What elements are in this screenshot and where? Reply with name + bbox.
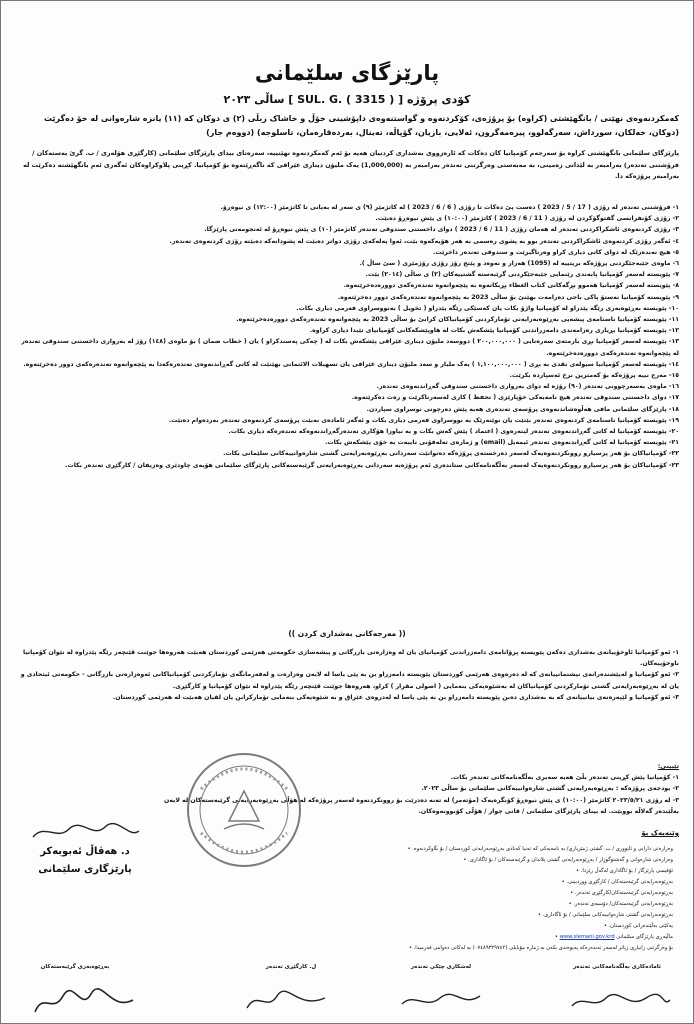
copy-item: بەڕێوەبەرایەتی گرێبەستەکان / کارگێڕی ووردبینی. •: [191, 877, 673, 888]
footer-label-tender-preparer: ئامادەکاری بەڵگەنامەکانی تەندەر: [573, 964, 661, 970]
condition-item: ١٢- پێویستە کۆمپانیا بڕیاری رەزامەندی دامەزراندنی کۆمپانیا پێشکەش بکات لە هاوپێشکەکانی کۆمپانیای تێیدا دیاری کراوە.: [309, 327, 679, 335]
note-line: ٢- بودجەی پرۆژەکە : بەڕێوەبەرایەتی گشتی شارەوانییەکانی سلێمانی بۆ ساڵی ٢٠٢٣.: [421, 785, 679, 793]
signature-scribble: [25, 821, 145, 843]
condition-item: ١٠- پێویستە بەڕێوەبەری رێگە پێدراو لە کۆمپانیا واژۆ بکات یان کەسێکی رێگە پێدراو ( تخویل ) بەنووسراوی فەرمی دیاری بکات.: [296, 304, 679, 312]
document-heading: کەمکردنەوەی نهێنی / بانگهێشتی (کراوە) بۆ پرۆژەی، کۆکردنەوە و گواستنەوەی داپۆشینی خۆڵ و خاشاک زبڵی (٢) ی دوکان کە (١١) یانزە شارەوانی لە خۆ دەگرێت (دوکان، خەلکان، سورداش، سەرگەلوو، پیرەمەگرون، ئەلایی، بازیان، گۆپاڵە، تەینال، بەردەقارەمان، تاسلوجە) (دووەم جار): [44, 114, 679, 137]
signature-mark: [241, 986, 331, 1016]
signatory-name: د. هەڤاڵ ئەبوبەکر: [40, 846, 130, 857]
intro-paragraph: پارێزگای سلێمانی بانگهێشتی کراوە بۆ سەرجەم کۆمپانیا کان دەکات کە ئارەزووی بەشداری کردنیان هەیە بۆ ئەم کەمکردنەوە نهێنییە، سەرەتای بیدای پارێزگای سلێمانی (کارگێڕی هۆلەری / ب. گرێ بەستەکان / فرۆشتنی تەندەر) بەرامبەر بە لێدانی زەمینی، بە مەبەستی وەرگرتنی تەندەر بەرامبەر بە (1,000,000) یەک ملیۆن دیناری عێراقی کە ناگەڕێتەوە بۆ کۆمپانیا. کڕینی پلاوکراوەکان ئەگەری ئەم بانگهێشتە دەکرێت لە بەرامبەر پرۆژەکە دا.: [23, 149, 679, 180]
condition-item: ١٣- پێویستە لەسەر کۆمپانیا بڕی بارمتەی سەرەتایی ( ٢٠٠,٠٠٠,٠٠٠ ) دووسەد ملیۆن دیناری عێراقی پێشکەش بکات لە ( چەکی پەسندکراو ) یان ( خطاب ضمان ) بۆ ماوەی (١٤٨) رۆژ لە بەرواری داخستنی سندوقی تەندەر لە پێچەوانەوە تەندەرەکەی دوورەدەخرێتەوە.: [21, 338, 679, 357]
note-line: ٣- لە رۆژی ٢٠٢٣/٥/٢١ کاتژمێر (١٠:٠٠) ی پێش نیوەڕۆ کۆنگرەیەک (مۆتەمر) لە تەنە دەدرێت بۆ روونکردنەوە لەسەر پرۆژەکە لە هۆڵی بەڕێوەبەرایەتی گرێبەستەکان لە لایەن بەڵێندەر گەلاڵە بووبێت. لە بینای پارێزگای سلێمانی / قاتی چوار / هۆڵی کۆبوونەوەکان.: [163, 796, 679, 815]
condition-item: ٢١- پێویستە کۆمپانیا لە کاتی گەڕاندنەوەی تەندەر ئیمەیل (email) و ژمارەی تەلەفۆنی تایبەت بە خۆی پێشکەش بکات.: [325, 439, 679, 447]
document-title: پارێزگای سلێمانی: [254, 61, 440, 85]
copy-item: وەزارەتی دارایی و ئابووری / ب. گشتی ژمێریاری/ بە نامەیەکی کە تەنیا کەنادی بەڕێوەبەرایەتی کوردستان / بۆ بڵاوکردنەوە. •: [191, 844, 673, 855]
project-code: کۆدی پرۆژە [ SUL. G. ( 3315 ) ] ساڵی ٢٠٢٣: [223, 93, 471, 106]
participation-list: [15, 647, 679, 703]
condition-item: ٦- ماوەی جێبەجێکردنی پرۆژەکە بریتییە لە (1095) هەزار و نەوەد و پێنج رۆژ رۆژی رۆژمێری ( سێ ساڵ ).: [359, 260, 679, 268]
participation-item: ٢- ئەو کۆمپانیا و لەپێشندەرانەی نیشتمانییانەی کە لە دەرەوەی هەرێمی کوردستان پێویستە دامەزراو بن بە پێی یاسا لە لایەن وەزارەت و لەفەرمانگەی تۆمارکردنی کۆمپانیاکانی ئەوەزارەتی بازرگانی - حکومەتی ئیتحادی و یان لە بەڕێوەبەرایەتی گشتی تۆمارکردنی کۆمپانیاکان لە بەشێوەیەکی بنەمایی ( اصولی مقرار ) کراو، هەروەها جوێنت ڤێنچەر رێگە پێدراوە لە نێوان کۆمپانیا و کارگێڕی.: [20, 671, 679, 690]
condition-item: ١٦- ماوەی بەسەرچوونی تەندەر (٩٠) رۆژە لە دوای بەرواری داخستنی سندوقی گەڕاندنەوەی تەندەر.: [376, 383, 679, 391]
copy-item: بۆ وەرگرتنی زانیاری زیاتر لەسەر تەندەرەکە پەیوەندی بکەن بە ژمارە مۆبایلی (٠٧٤٨٩٣٢٩٧٤٢) بە لەکاتی دەوامی فەرمیدا. •: [191, 943, 673, 954]
condition-item: ٢٢- کۆمپانیاکان بۆ هەر پرسیارو روونکردنەوەیەک لەسەر دەرخستەی پرۆژەکە دەتوانێت سەردانی بەڕێوەبەرایەتی گشتی شارەوانییەکانی سلێمانی بکات.: [223, 450, 679, 458]
footer-label-contracts-director: بەڕێوەبەری گرێبەستەکان: [40, 964, 110, 970]
website-link[interactable]: www.slemani.gov.krd: [559, 934, 615, 940]
condition-item: ٢- رۆژی کۆنفرانسی گفتوگۆکردن لە رۆژی ( 11 / 6 / 2023 ) کاتژمێر (١٠:٠٠) ی پێش نیوەڕۆ دەبێت.: [375, 215, 679, 223]
footer-label-tender-checker: لەشکاری چێکی تەندەر: [410, 964, 472, 970]
copy-item: وەزارەتی شارەوانی و گەشتوگوزار / بەڕێوەبەرایەتی گشتی پلاندان و گرێبەستەکان / بۆ ئاگاداری. •: [191, 855, 673, 866]
website-label: ماڵپەڕی پارێزگای سلێمانی: [616, 934, 673, 940]
note-line: ١- کۆمپانیا پێش کڕینی تەندەر بڵێ هەیە سەیری بەڵگەنامەکانی تەندەر بکات.: [450, 774, 679, 782]
condition-item: ٢٣- کۆمپانیاکان بۆ هەر پرسیارو روونکردنەوەیەک لەسەر بەڵگەنامەکانی ستاندەری ئەم پرۆژەیە سەردانی بەڕێوەبەرایەتی گرێبەستەکانی پارێزگای سلێمانی هۆبەی چاودێری وەزیفان / کارگێڕی تەندەر بکات.: [65, 461, 679, 469]
condition-item: ٣- رۆژی کردنەوەی ئاشکراکردنی تەندەر لە هەمان رۆژی ( 11 / 6 / 2023 ) دوای داخستنی سندوقی تەندەر کاتژمێر (١٠) ی پێش نیوەڕۆ لە ئەنجومەنی پارێزگا.: [204, 226, 679, 234]
condition-item: ١٨- پارێزگای سلێمانی مافی هەڵوەشاندنەوەی پرۆسەی تەندەری هەیە پێش دەرچونی نوسراوی سپاردن.: [366, 405, 679, 413]
copy-item: [191, 932, 673, 943]
copy-item: ئۆفیسی پارێزگار / بۆ ئاگاداری لەگەڵ رێزدا. •: [191, 866, 673, 877]
condition-item: ٥- هیچ تەندەرێک لە دوای کاتی دیاری کراو وەرناگیرێت و سندوقی تەندەر داخرێت.: [433, 248, 679, 256]
notes-title: تێبینی:: [657, 763, 679, 770]
copy-item: بەڕێوەبەرایەتی گشتی شارەوانییەکانی سلێمانی / بۆ ئاگاداری. •: [191, 910, 673, 921]
copies-title: وێنەیەک بۆ: [641, 829, 679, 837]
condition-item: ٤- ئەگەر رۆژی کردنەوەی ئاشکراکردنی تەندەر بوو بە پشوی رەسمی بە هەر هۆیەکەوە بێت، ئەوا پەلەکەی رۆژی دواتر دەبێت لە پشودانەکە دەبێتە رۆژی کردنەوەی تەندەر.: [169, 237, 679, 245]
condition-item: ٨- پێویستە لەسەر کۆمپانیا هەموو بڕگەکانی کتاب الغطاء پڕبکاتەوە بە پێچەوانەوە تەندەرەکەی دوورەدەخرێتەوە.: [343, 282, 679, 290]
signature-mark: [396, 986, 486, 1016]
condition-item: ١١- پێویستە کۆمپانیا ناسنامەی پیشەیی بەڕێوەبەرایەتی تۆمارکردنی کۆمپانیاکان کرابێ بۆ ساڵی 2023 بە پێچەوانەوە تەندەرەکەی دوورەدەخرێتەوە.: [236, 316, 679, 324]
signatory-block: [25, 821, 145, 879]
copies-list: [191, 844, 673, 954]
signature-mark: [566, 986, 676, 1016]
condition-item: ١٩- پێویستە کۆمپانیا ناسنامەی کردنەوەی تەندەر بێنێت یان نوێنەرێک بە نووسراوی فەرمی دیاری بکات و ئەگەر ئامادەی نەبێت پرۆسەی کردنەوەی تەندەر بەردەوام دەبێت.: [168, 416, 679, 424]
condition-item: ٧- پێویستە لەسەر کۆمپانیا پابەندی رێنمایی جێبەجێکردنی گرێبەستە گشتییەکان (٢) ی ساڵی (٢٠١٤) بێت.: [365, 271, 679, 279]
participation-item: ٣- ئەو کۆمپانیا و لێپەرەنەی بیانییانەی کە بە بەشداری دەبن پێویستە دامەزراو بن بە پێی یاسا لە لەدروەی عێراق و بە شێوەیەکی بنەمایی تۆمارکرابن یان لقیان هەبێت لە هەرێمی کوردستان.: [112, 693, 679, 701]
condition-item: ٢٠- پێویستە کۆمپانیا لە کاتی گەڕاندنەوەی تەندەر لیتەرەوی ( اعتماد ) پێش کەش بکات و بە نیاوزا هۆکاری تەندەرگەڕاندنەوەکە تەندەرەکە دیاری بکات.: [228, 428, 679, 436]
condition-item: ١٤- پێویستە لەسەر کۆمپانیا سیولەی نقدی بە بڕی ( ١,١٠٠,٠٠٠,٠٠٠ ) یەک ملیار و سەد ملیۆن دیناری عێراقی یان تسهیلات الائتمانی بهێنێت لە کاتی گەڕاندنەوەی تەندەرەکەدا بە پێچەوانەوە تەندەرەکەی دوور دەخرێتەوە.: [23, 360, 679, 368]
condition-item: ١- فرۆشتنی تەندەر لە رۆژی ( 17 / 5 / 2023 ) دەست پێ دەکات تا رۆژی ( 6 / 6 / 2023 ) لە کاتژمێر (٩) ی سەر لە بەیانی تا کاتژمێر (١٢:٠٠) ی نیوەڕۆ.: [220, 204, 679, 211]
signature-mark: [29, 986, 139, 1018]
copy-item: بەڕێوەبەرایەتی گرێبەستەکان/کارگێڕی تەندەر. •: [191, 888, 673, 899]
condition-item: ١٥- مەرج نییە پرۆژەکە بۆ کەمترین نرخ ئەسپاردە بکرێت.: [509, 372, 679, 380]
participation-item: ١- ئەو کۆمپانیا ئاوخۆییانەی بەشداری دەکەن پێویستە پرۆانامەی دامەزراندنی کۆمپانیای یان لە وەزارەتی بازرگانی و پیشەسازی حکومەتی هەرێمی کوردستان هەبێت هەروەها جوێنت ڤێنچەر رێگە پێدراوە لە نێوان کۆمپانیا ناوخۆییەکان.: [23, 649, 679, 668]
copy-item: بەڕێوەبەرایەتی گرێبەستەکان/ دۆسیەی تەندەر. •: [191, 899, 673, 910]
conditions-list: [15, 202, 679, 471]
signatory-title: پارێزگاری سلێمانی: [38, 864, 132, 875]
condition-item: ٩- پێویستە کۆمپانیا نەستۆ پاکی باجی دەرامەت بهێنێ بۆ ساڵی 2023 بە پێچەوانەوە تەندەرەکەی دوور دەخرێتەوە.: [337, 293, 679, 301]
participation-title: (( مەرجەکانی بەشداری کردن )): [288, 629, 406, 638]
copy-item: یەکێتی بەڵێندەرانی کوردستان. •: [191, 921, 673, 932]
footer-label-tender-admin: ل. کارگێڕی تەندەر: [265, 964, 317, 970]
condition-item: ١٧- دوای داخستنی سندوقی تەندەر هیچ نامەیەکی خۆپارێزی ( تحفظ ) کاری لەسەرناکرێت و رەت دەکرێتەوە.: [351, 394, 679, 402]
